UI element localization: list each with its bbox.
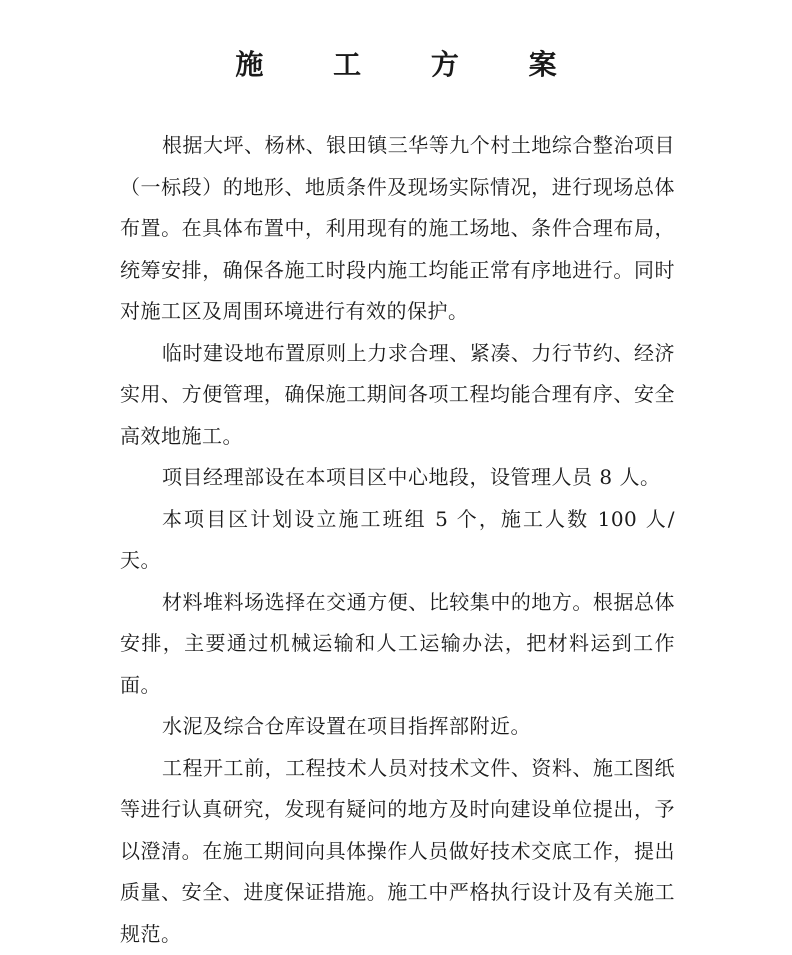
document-body	[120, 125, 675, 955]
page-title: 施 工 方 案	[0, 40, 792, 90]
paragraph-material-yard: 材料堆料场选择在交通方便、比较集中的地方。根据总体安排，主要通过机械运输和人工运输办法，把材料运到工作面。	[120, 582, 675, 707]
paragraph-site-layout: 根据大坪、杨林、银田镇三华等九个村土地综合整治项目（一标段）的地形、地质条件及现场实际情况，进行现场总体布置。在具体布置中，利用现有的施工场地、条件合理布局，统筹安排，确保各施工时段内施工均能正常有序地进行。同时对施工区及周围环境进行有效的保护。	[120, 125, 675, 333]
paragraph-warehouse: 水泥及综合仓库设置在项目指挥部附近。	[120, 706, 675, 748]
paragraph-work-teams: 本项目区计划设立施工班组 5 个，施工人数 100 人/天。	[120, 499, 675, 582]
paragraph-temporary-construction: 临时建设地布置原则上力求合理、紧凑、力行节约、经济实用、方便管理，确保施工期间各项工程均能合理有序、安全高效地施工。	[120, 333, 675, 458]
paragraph-technical-preparation: 工程开工前，工程技术人员对技术文件、资料、施工图纸等进行认真研究，发现有疑问的地方及时向建设单位提出，予以澄清。在施工期间向具体操作人员做好技术交底工作，提出质量、安全、进度保证措施。施工中严格执行设计及有关施工规范。	[120, 748, 675, 955]
paragraph-project-office: 项目经理部设在本项目区中心地段，设管理人员 8 人。	[120, 457, 675, 499]
